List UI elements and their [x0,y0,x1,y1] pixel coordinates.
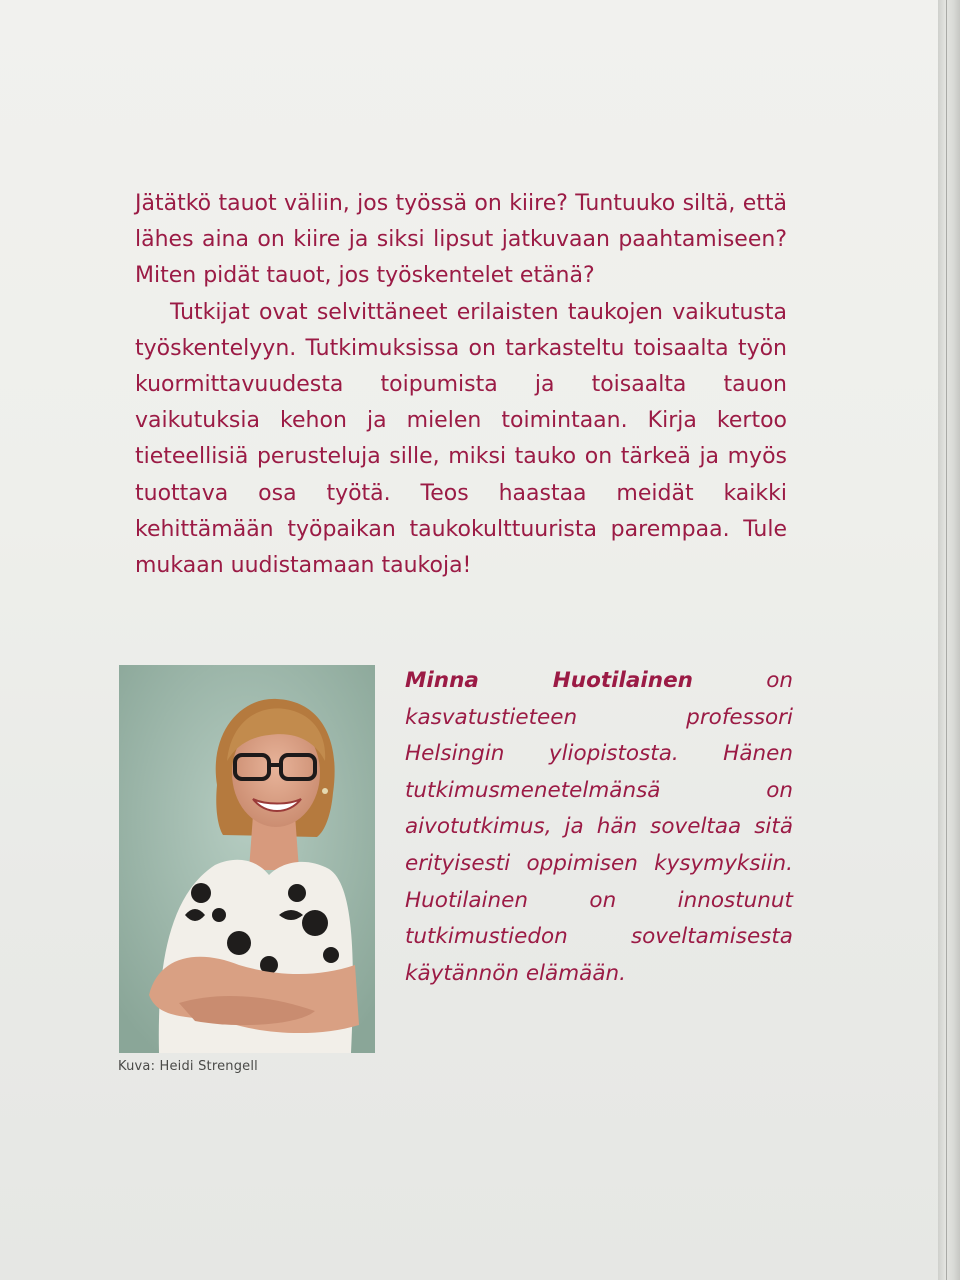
author-name: Minna Huotilainen [405,668,693,693]
author-photo [119,665,375,1053]
blurb-paragraph-1: Jätätkö tauot väliin, jos työssä on kiire? Tuntuuko siltä, että lähes aina on kiire ja siksi lipsut jatkuvaan paahtamiseen? Miten pidät tauot, jos työskentelet etänä? [135,191,787,289]
blurb-paragraph-2: Tutkijat ovat selvittäneet erilaisten taukojen vaikutusta työskentelyyn. Tutkimuksissa on tarkasteltu toisaalta työn kuormittavuudesta toipumista ja toisaalta tauon vaikutuksia kehon ja mielen toimintaan. Kirja kertoo tieteellisiä perusteluja sille, miksi tauko on tärkeä ja myös tuottava osa työtä. Teos haastaa meidät kaikki kehittämään työpaikan taukokulttuurista parempaa. Tule mukaan uudistamaan taukoja! [135,299,787,579]
book-spine-edge [938,0,960,1280]
photo-credit: Kuva: Heidi Strengell [118,1059,258,1074]
author-bio [405,663,793,992]
back-cover-blurb [135,186,787,584]
author-bio-text: on kasvatustieteen professori Helsingin yliopistosta. Hänen tutkimusmenetelmänsä on aivotutkimus, ja hän soveltaa sitä erityisesti oppimisen kysymyksiin. Huotilainen on innostunut tutkimustiedon soveltamisesta käytännön elämään. [405,668,793,986]
